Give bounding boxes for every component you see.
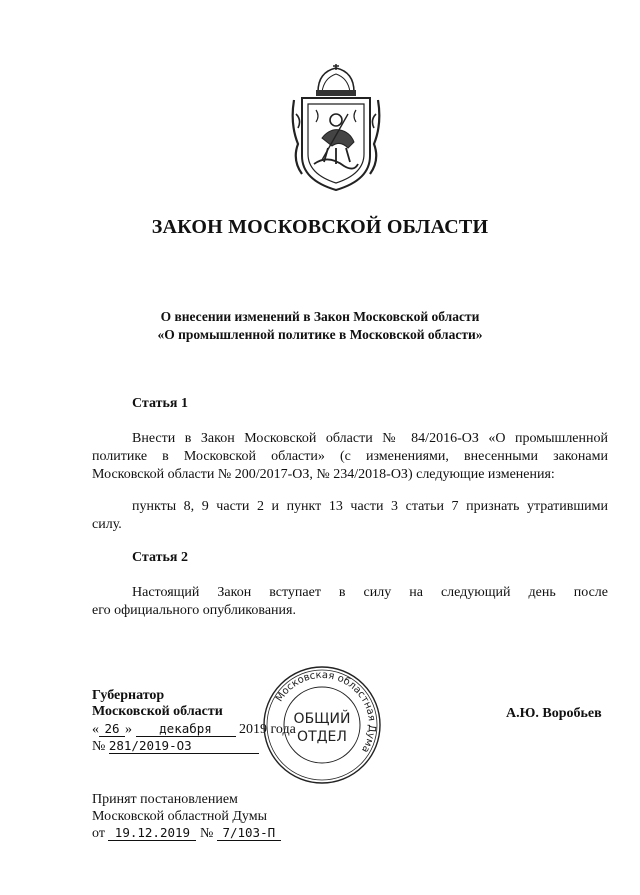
paragraph-line: Настоящий Закон вступает в силу на следующий день после [132,585,608,600]
subtitle-line-1: О внесении изменений в Закон Московской области [160,309,480,324]
adoption-line-2: Московской областной Думы [92,809,267,824]
law-number-line [92,739,259,755]
article-1-heading: Статья 1 [132,396,188,411]
article-2-paragraph-1 [92,584,608,620]
paragraph-line: политике в Московской области» (с изменениями, внесенными законами [92,449,608,464]
number-label: № [92,739,106,754]
official-stamp [260,663,384,787]
article-1-paragraph-2 [92,498,608,534]
adoption-number: 7/103-П [217,826,281,841]
stamp-center-line-2: ОТДЕЛ [297,729,347,745]
paragraph-line: Внести в Закон Московской области № 84/2016-ОЗ «О промышленной [132,431,608,446]
adoption-date-line [92,825,281,842]
moscow-oblast-coat-of-arms-icon [288,64,384,194]
stamp-ring-text: Московская областная Дума [274,669,378,755]
law-month: декабря [136,722,236,737]
adoption-line-1: Принят постановлением [92,792,238,807]
stamp-center-line-1: ОБЩИЙ [293,711,351,727]
document-title: ЗАКОН МОСКОВСКОЙ ОБЛАСТИ [151,216,489,238]
article-2-heading: Статья 2 [132,550,188,565]
governor-role-line-1: Губернатор [92,688,165,703]
governor-block [92,688,223,720]
date-close-quote: » [125,722,132,737]
adoption-number-label: № [199,826,214,841]
date-open-quote: « [92,722,99,737]
law-day: 26 [99,722,125,737]
law-number: 281/2019-ОЗ [109,739,259,754]
law-year: 2019 года [239,722,296,737]
signer-name: А.Ю. Воробьев [506,706,602,721]
adoption-from-label: от [92,826,105,841]
paragraph-line: его официального опубликования. [92,603,296,618]
article-1-paragraph-1 [92,430,608,484]
paragraph-line: силу. [92,517,122,532]
document-subtitle [0,308,640,344]
adoption-block [92,791,281,842]
subtitle-line-2: «О промышленной политике в Московской области» [157,327,483,342]
adoption-date: 19.12.2019 [108,826,196,841]
paragraph-line: Московской области № 200/2017-ОЗ, № 234/2018-ОЗ) следующие изменения: [92,467,555,482]
paragraph-line: пункты 8, 9 части 2 и пункт 13 части 3 статьи 7 признать утратившими [132,499,608,514]
governor-role-line-2: Московской области [92,704,223,719]
